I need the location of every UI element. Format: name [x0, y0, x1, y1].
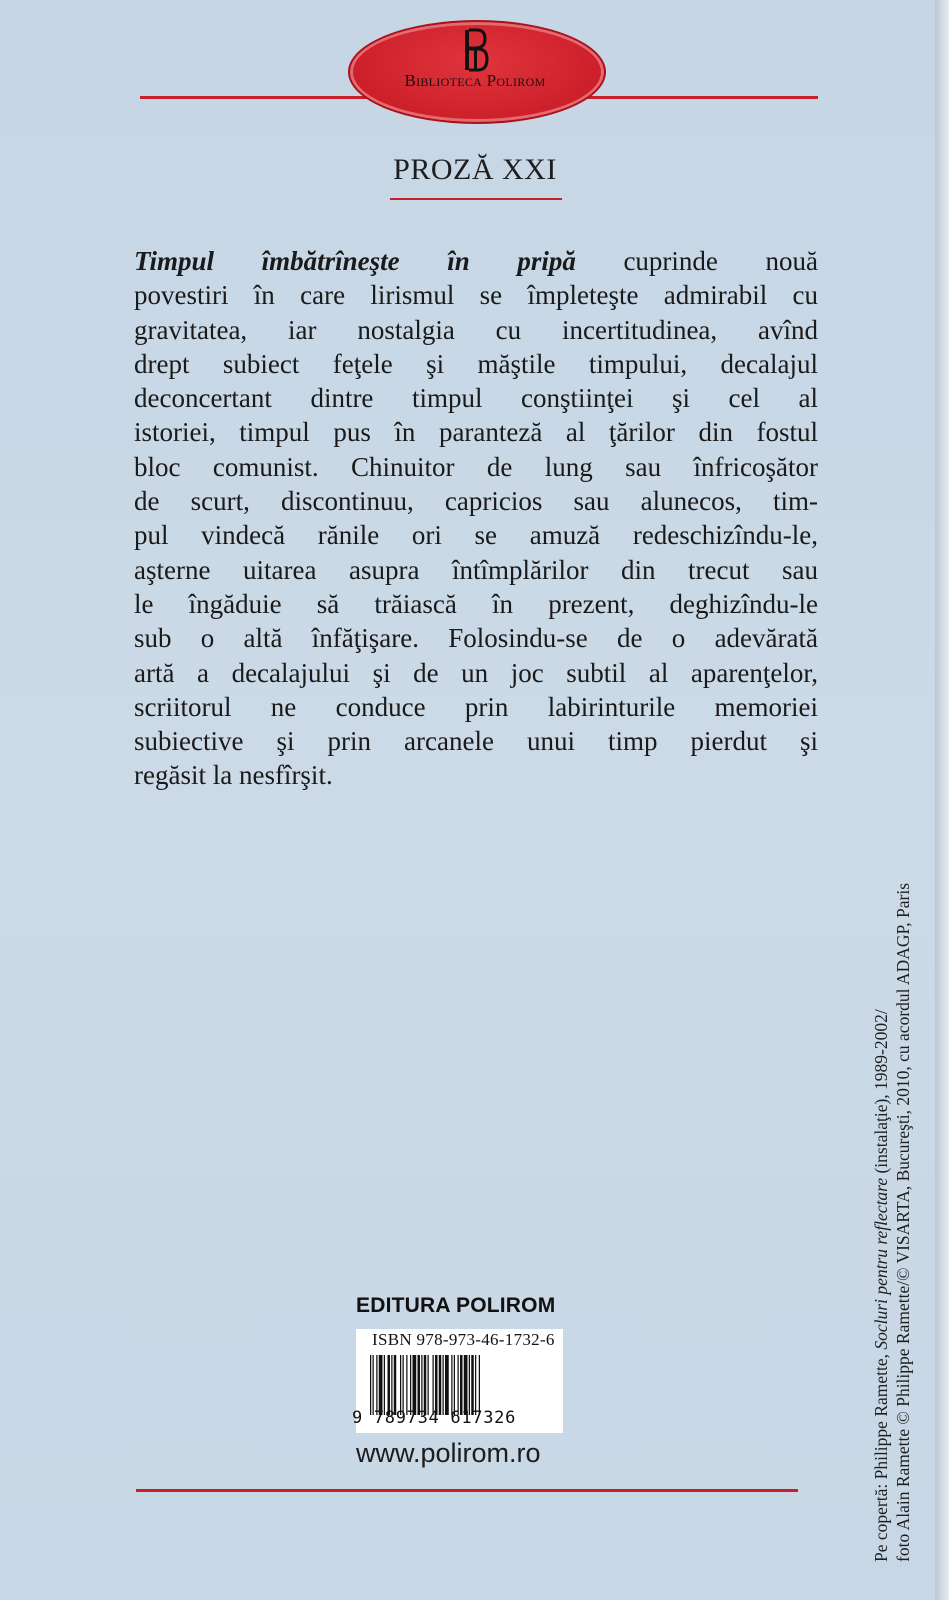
- barcode-bar: [391, 1355, 392, 1415]
- barcode-bar: [384, 1355, 385, 1415]
- barcode-bar: [373, 1355, 374, 1415]
- barcode-bar: [460, 1355, 463, 1415]
- barcode-bar: [443, 1355, 444, 1415]
- barcode-bar: [370, 1355, 371, 1415]
- barcode-bar: [454, 1355, 455, 1415]
- barcode-bar: [433, 1355, 434, 1415]
- blurb-line: bloc comunist. Chinuitor de lung sau înfricoşător: [134, 451, 818, 482]
- publisher-website: www.polirom.ro: [356, 1438, 541, 1468]
- blurb-line: drept subiect feţele şi măştile timpului, decalajul: [134, 348, 818, 379]
- credits-prefix: Pe copertă: Philippe Ramette,: [871, 1349, 891, 1562]
- barcode-bar: [439, 1355, 442, 1415]
- barcode-bar: [464, 1355, 468, 1415]
- barcode-bar: [451, 1355, 452, 1415]
- cover-credits: [870, 592, 914, 1562]
- blurb-line: artă a decalajului şi de un joc subtil al aparenţelor,: [134, 657, 818, 688]
- barcode-bar: [445, 1355, 449, 1415]
- barcode-bar: [418, 1355, 421, 1415]
- barcode-bar: [394, 1355, 397, 1415]
- barcode-bar: [403, 1355, 404, 1415]
- barcode-bar: [479, 1355, 480, 1415]
- blurb-line: deconcertant dintre timpul conştiinţei şi cel al: [134, 383, 818, 414]
- blurb-line: pul vindecă rănile ori se amuză redeschizîndu-le,: [134, 520, 818, 551]
- blurb-line: istoriei, timpul pus în paranteză al ţărilor din fostul: [134, 417, 818, 448]
- series-underline: [390, 198, 562, 200]
- artwork-title: Socluri pentru reflectare: [871, 1177, 891, 1350]
- series-title: PROZĂ XXI: [393, 153, 557, 186]
- blurb-text: cuprinde nouă: [575, 246, 818, 276]
- barcode-bar: [376, 1355, 377, 1415]
- blurb-line: scriitorul ne conduce prin labirinturile memoriei: [134, 691, 818, 722]
- barcode-bar: [413, 1355, 417, 1415]
- logo-name: Biblioteca Polirom: [404, 71, 546, 90]
- barcode-bar: [400, 1355, 401, 1415]
- credits-line-1: [870, 592, 892, 1562]
- blurb-line: aşterne uitarea asupra întîmplărilor din trecut sau: [134, 554, 818, 585]
- blurb-line: le îngăduie să trăiască în prezent, deghizîndu-le: [134, 588, 818, 619]
- barcode-bar: [421, 1355, 422, 1415]
- barcode-bar: [410, 1355, 411, 1415]
- logo-b-icon: [461, 28, 489, 72]
- back-cover-blurb: [134, 244, 818, 793]
- credits-suffix: (instalaţie), 1989-2002/: [871, 1009, 891, 1178]
- barcode-bar: [458, 1355, 459, 1415]
- blurb-line: povestiri în care lirismul se împleteşte admirabil cu: [134, 280, 818, 311]
- barcode-bar: [428, 1355, 429, 1415]
- book-title: Timpul îmbătrîneşte în pripă: [134, 246, 576, 276]
- barcode-bar: [475, 1355, 476, 1415]
- bottom-red-rule: [136, 1489, 798, 1492]
- publisher-name: EDITURA POLIROM: [356, 1294, 556, 1317]
- blurb-line: sub o altă înfăţişare. Folosindu-se de o adevărată: [134, 623, 818, 654]
- cover-edge: [935, 0, 949, 1600]
- barcode-bar: [424, 1355, 427, 1415]
- barcode-bar: [388, 1355, 391, 1415]
- blurb-line: [134, 244, 818, 278]
- blurb-line: regăsit la nesfîrşit.: [134, 760, 333, 791]
- barcode-bar: [471, 1355, 474, 1415]
- blurb-line: gravitatea, iar nostalgia cu incertitudinea, avînd: [134, 314, 818, 345]
- barcode-bars: [370, 1355, 560, 1415]
- blurb-line: subiective şi prin arcanele unui timp pierdut şi: [134, 726, 818, 757]
- barcode-bar: [379, 1355, 383, 1415]
- credits-line-2: foto Alain Ramette © Philippe Ramette/© VISARTA, Bucureşti, 2010, cu acordul ADAGP, Paris: [893, 882, 913, 1562]
- barcode-digits: 9 789734 617326: [352, 1408, 517, 1428]
- isbn-number: ISBN 978-973-46-1732-6: [372, 1330, 555, 1349]
- barcode-bar: [469, 1355, 470, 1415]
- barcode-bar: [435, 1355, 438, 1415]
- blurb-line: de scurt, discontinuu, capricios sau alunecos, tim-: [134, 486, 818, 517]
- barcode-bar: [406, 1355, 407, 1415]
